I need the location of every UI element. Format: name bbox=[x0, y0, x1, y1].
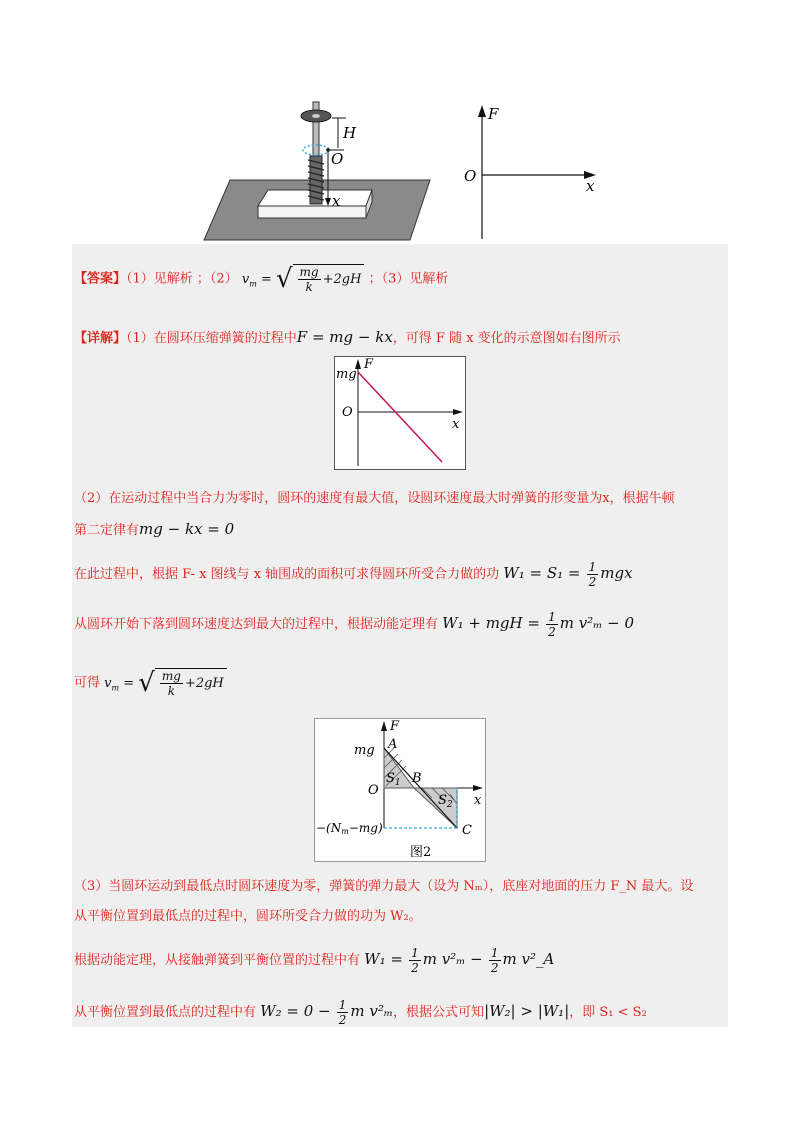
g2-B: B bbox=[412, 771, 422, 786]
half-den-3: 2 bbox=[411, 961, 419, 975]
answer-v: $v_m$ = bbox=[241, 271, 272, 289]
p3-l3-tail: m v²_A bbox=[502, 950, 555, 968]
p3-l4-eq: W₂ = 0 − bbox=[260, 1002, 331, 1020]
label-x: x bbox=[332, 192, 341, 210]
g2-neg-sub: m bbox=[341, 827, 349, 836]
g2-S1-sub: 1 bbox=[394, 778, 401, 788]
origin-O: O bbox=[464, 167, 477, 185]
detail-line bbox=[74, 328, 621, 348]
apparatus-figure bbox=[200, 98, 435, 243]
answer-num: mg bbox=[299, 265, 319, 279]
g2-S2-sub: 2 bbox=[446, 800, 453, 810]
p2-v-letter: v bbox=[104, 675, 112, 691]
g2-neg: −(N bbox=[316, 821, 342, 835]
answer-line bbox=[74, 264, 448, 294]
part2-line3 bbox=[74, 560, 633, 589]
detail-label: 【详解】 bbox=[74, 331, 127, 346]
g2-S2-letter: S bbox=[438, 793, 447, 808]
label-O: O bbox=[331, 150, 344, 168]
g1-F: F bbox=[364, 357, 374, 372]
part3-line2: 从平衡位置到最低点的过程中，圆环所受合力做的功为 W₂。 bbox=[74, 909, 422, 924]
part3-line4 bbox=[74, 998, 647, 1027]
part3-line1: （3）当圆环运动到最低点时圆环速度为零，弹簧的弹力最大（设为 Nₘ），底座对地面的压力 F_N 最大。设 bbox=[74, 879, 694, 894]
p3-l3-eq: W₁ = bbox=[364, 950, 403, 968]
answer-den: k bbox=[305, 280, 313, 294]
p3-l4-mid: m v²ₘ bbox=[350, 1002, 394, 1020]
detail-eq: F = mg − kx bbox=[296, 328, 393, 346]
g2-x: x bbox=[474, 793, 482, 808]
half-den-4: 2 bbox=[490, 961, 499, 975]
detail-post: ，可得 F 随 x 变化的示意图如右图所示 bbox=[392, 331, 621, 346]
answer-v-letter: v bbox=[241, 271, 250, 287]
force-graph-1 bbox=[334, 356, 466, 470]
part3-line3 bbox=[74, 946, 554, 975]
answer-part3: ；（3）见解析 bbox=[368, 271, 449, 287]
half-den: 2 bbox=[588, 575, 597, 589]
p2-v: $v_m$ = bbox=[104, 675, 135, 693]
answer-label: 【答案】 bbox=[74, 271, 127, 287]
p2-l3-eq: W₁ = S₁ = bbox=[503, 564, 581, 582]
p2-l4-pre: 从圆环开始下落到圆环速度达到最大的过程中，根据动能定理有 bbox=[74, 617, 439, 632]
axis-x: x bbox=[586, 177, 595, 195]
p2-l5-pre: 可得 bbox=[74, 675, 101, 691]
p2-sqrt: √ $\frac{mg}{k}$ +2gH bbox=[138, 668, 226, 698]
g2-F: F bbox=[390, 719, 400, 734]
g2-neg-tail: −mg) bbox=[348, 821, 383, 835]
g2-mg: mg bbox=[354, 743, 375, 758]
half-num-3: 1 bbox=[411, 946, 419, 960]
detail-pre: （1）在圆环压缩弹簧的过程中 bbox=[126, 331, 297, 346]
p2-den: k bbox=[167, 684, 176, 698]
axis-F: F bbox=[488, 105, 499, 123]
half-num-5: 1 bbox=[338, 998, 347, 1012]
force-graph-2 bbox=[314, 718, 486, 862]
p2-v-sub: m bbox=[111, 683, 120, 693]
part2-line1: （2）在运动过程中当合力为零时，圆环的速度有最大值，设圆环速度最大时弹簧的形变量为x，根据牛顿 bbox=[74, 491, 675, 506]
g2-O: O bbox=[368, 783, 379, 798]
p3-l3-mid: m v²ₘ − bbox=[422, 950, 483, 968]
p3-l4-end: ，即 S₁ < S₂ bbox=[569, 1005, 647, 1020]
g2-neg-label bbox=[316, 821, 383, 836]
answer-sqrt: √ $\frac{mg}{k}$ +2gH bbox=[276, 264, 364, 294]
p2-plus: +2gH bbox=[184, 676, 224, 691]
answer-part1: （1）见解析 ；（2） bbox=[126, 271, 238, 287]
half-den-2: 2 bbox=[548, 625, 556, 639]
half-num-4: 1 bbox=[490, 946, 499, 960]
part2-line4 bbox=[74, 610, 634, 639]
p3-l3-pre: 根据动能定理，从接触弹簧到平衡位置的过程中有 bbox=[74, 953, 361, 968]
p2-l2-pre: 第二定律有 bbox=[74, 523, 140, 538]
g2-S1-letter: S bbox=[386, 771, 395, 786]
half-num-2: 1 bbox=[548, 610, 556, 624]
g2-C: C bbox=[462, 823, 472, 838]
part2-line5 bbox=[74, 668, 227, 698]
g1-O: O bbox=[342, 405, 353, 420]
half-den-5: 2 bbox=[338, 1013, 347, 1027]
p2-num: mg bbox=[161, 669, 181, 683]
part2-line2 bbox=[74, 520, 234, 540]
g1-mg: mg bbox=[336, 367, 357, 382]
g1-x: x bbox=[452, 417, 460, 432]
answer-plus: +2gH bbox=[322, 272, 362, 287]
g2-A: A bbox=[388, 737, 398, 752]
answer-v-sub: m bbox=[249, 279, 257, 289]
p3-l4-ineq: |W₂| > |W₁| bbox=[484, 1002, 570, 1020]
p2-l4-tail: m v²ₘ − 0 bbox=[559, 614, 635, 632]
p3-l4-post: ，根据公式可知 bbox=[393, 1005, 485, 1020]
label-H: H bbox=[343, 124, 357, 142]
p2-l3-pre: 在此过程中，根据 F- x 图线与 x 轴围成的面积可求得圆环所受合力做的功 bbox=[74, 567, 500, 582]
g2-caption: 图2 bbox=[410, 845, 432, 860]
empty-axes-graph bbox=[460, 103, 600, 243]
p3-l4-pre: 从平衡位置到最低点的过程中有 bbox=[74, 1005, 257, 1020]
half-num: 1 bbox=[588, 560, 597, 574]
p2-l2-eq: mg − kx = 0 bbox=[139, 520, 235, 538]
p2-l4-eq: W₁ + mgH = bbox=[442, 614, 540, 632]
p2-l3-tail: mgx bbox=[600, 564, 633, 582]
